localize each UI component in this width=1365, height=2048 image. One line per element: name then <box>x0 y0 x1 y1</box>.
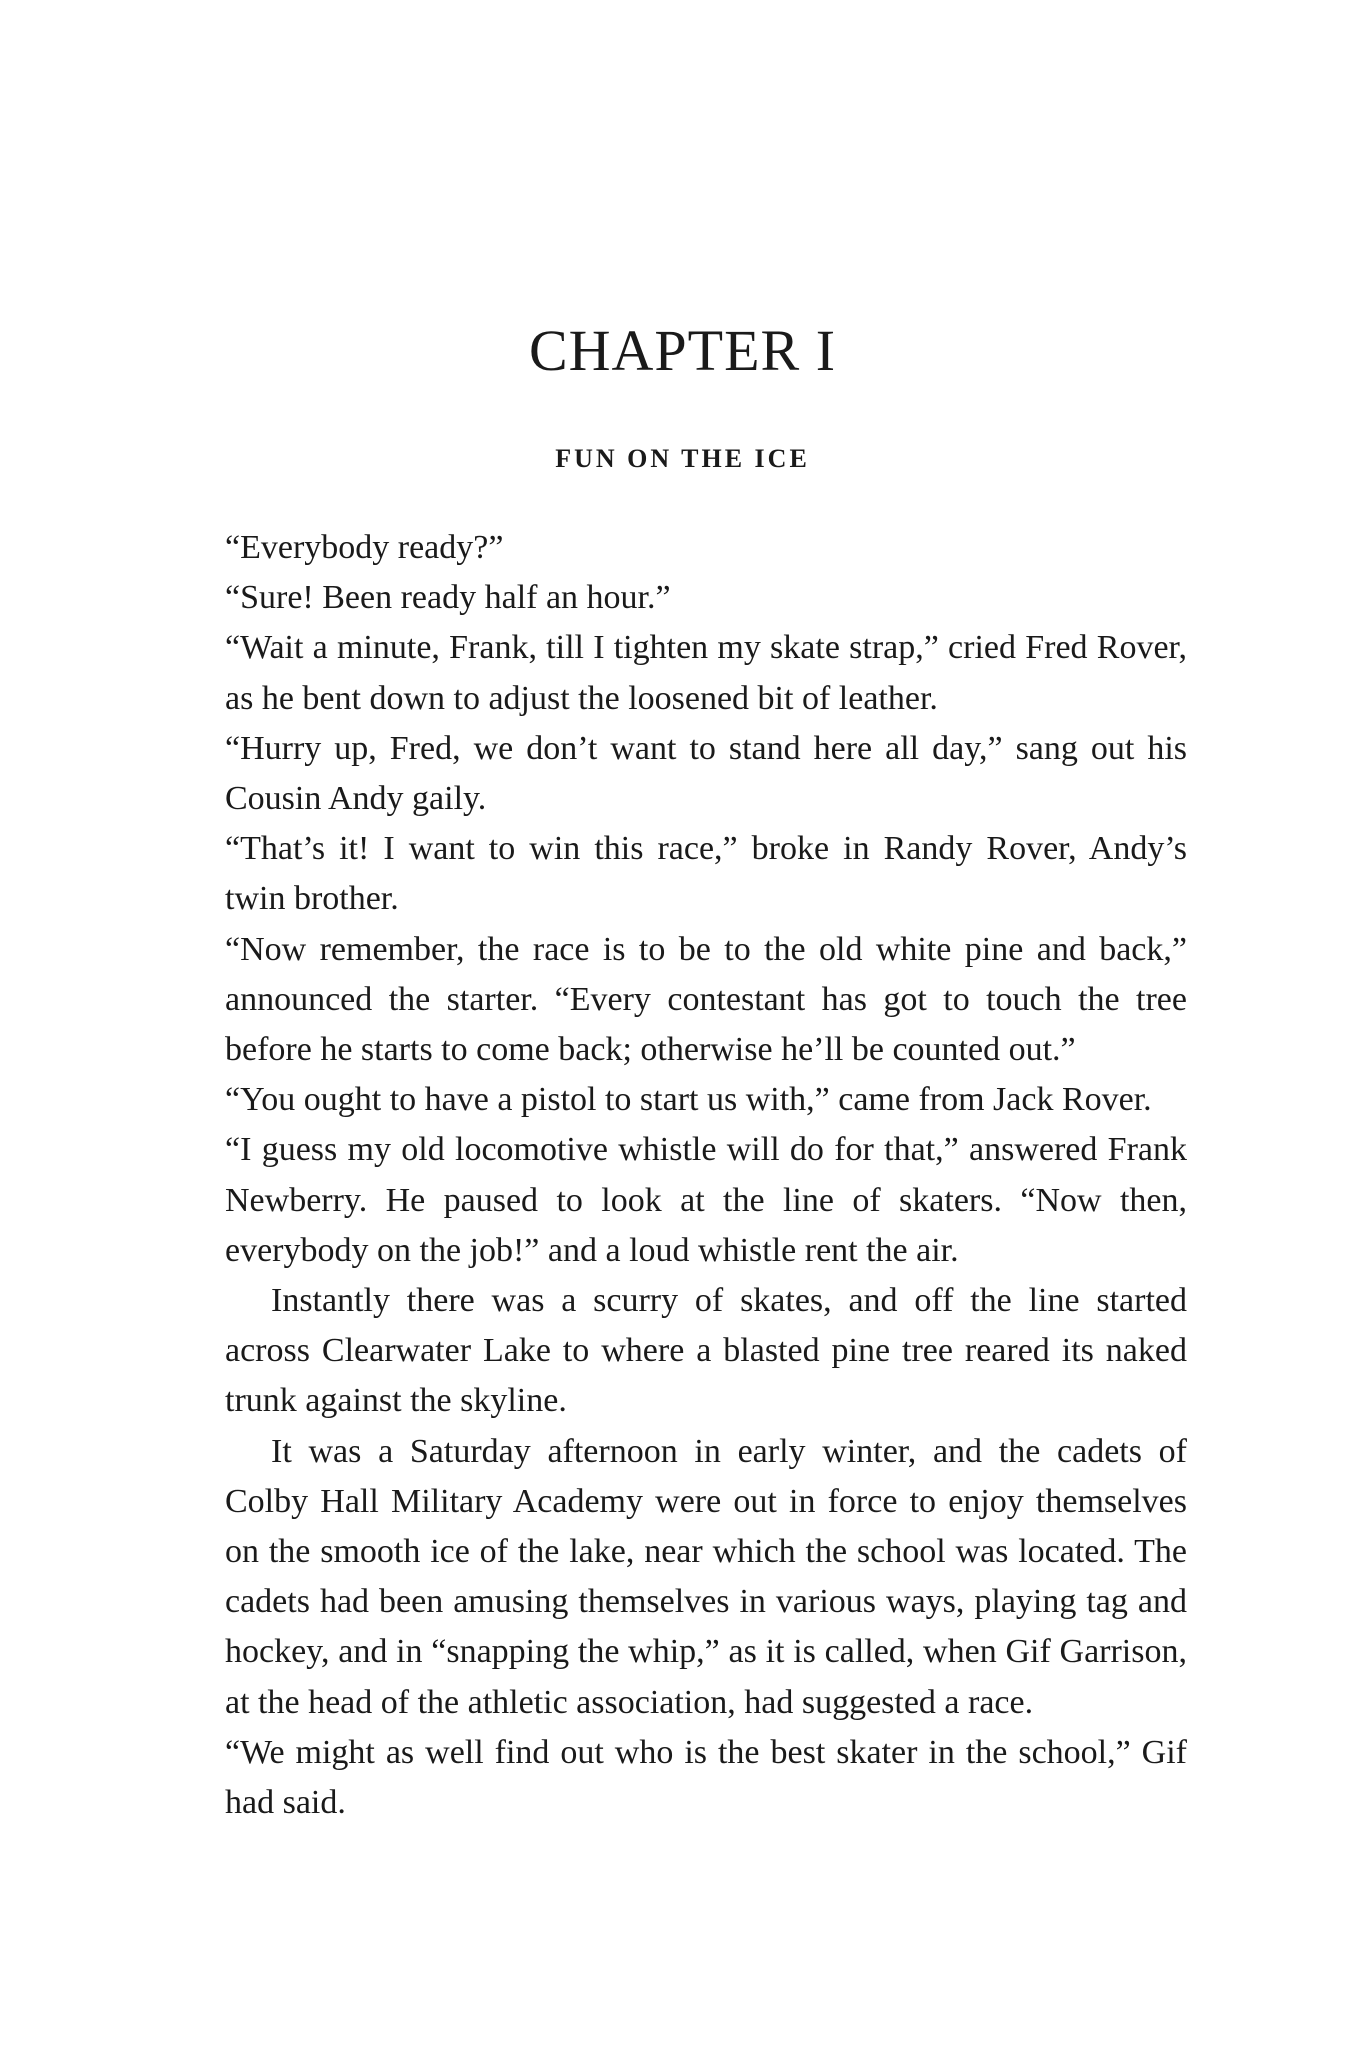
paragraph: “You ought to have a pistol to start us with,” came from Jack Rover. <box>225 1081 1152 1119</box>
paragraph: “Sure! Been ready half an hour.” <box>225 579 671 617</box>
chapter-body <box>225 523 1187 1828</box>
paragraph: Instantly there was a scurry of skates, and off the line started across Clearwater Lake to where a blasted pine tree reared its naked trunk against the skyline. <box>225 1282 1187 1420</box>
paragraph: “We might as well find out who is the best skater in the school,” Gif had said. <box>225 1733 1187 1822</box>
paragraph: “Everybody ready?” <box>225 529 504 566</box>
paragraph: “Wait a minute, Frank, till I tighten my skate strap,” cried Fred Rover, as he bent down to adjust the loosened bit of leather. <box>225 629 1187 717</box>
paragraph: It was a Saturday afternoon in early winter, and the cadets of Colby Hall Military Academy were out in force to enjoy themselves on the smooth ice of the lake, near which the school was located. The cadets had been amusing themselves in various ways, playing tag and hockey, and in “snapping the whip,” as it is called, when Gif Garrison, at the head of the athletic association, had suggested a race. <box>225 1432 1187 1721</box>
chapter-subtitle: FUN ON THE ICE <box>555 444 810 473</box>
chapter-title: CHAPTER I <box>528 318 837 383</box>
paragraph: “I guess my old locomotive whistle will do for that,” answered Frank Newberry. He paused to look at the line of skaters. “Now then, everybody on the job!” and a loud whistle rent the air. <box>225 1131 1187 1269</box>
paragraph: “Now remember, the race is to be to the old white pine and back,” announced the starter. “Every contestant has got to touch the tree before he starts to come back; otherwise he’ll be counted out.” <box>225 930 1187 1069</box>
paragraph: “That’s it! I want to win this race,” broke in Randy Rover, Andy’s twin brother. <box>225 830 1187 918</box>
paragraph: “Hurry up, Fred, we don’t want to stand here all day,” sang out his Cousin Andy gaily. <box>225 729 1187 818</box>
